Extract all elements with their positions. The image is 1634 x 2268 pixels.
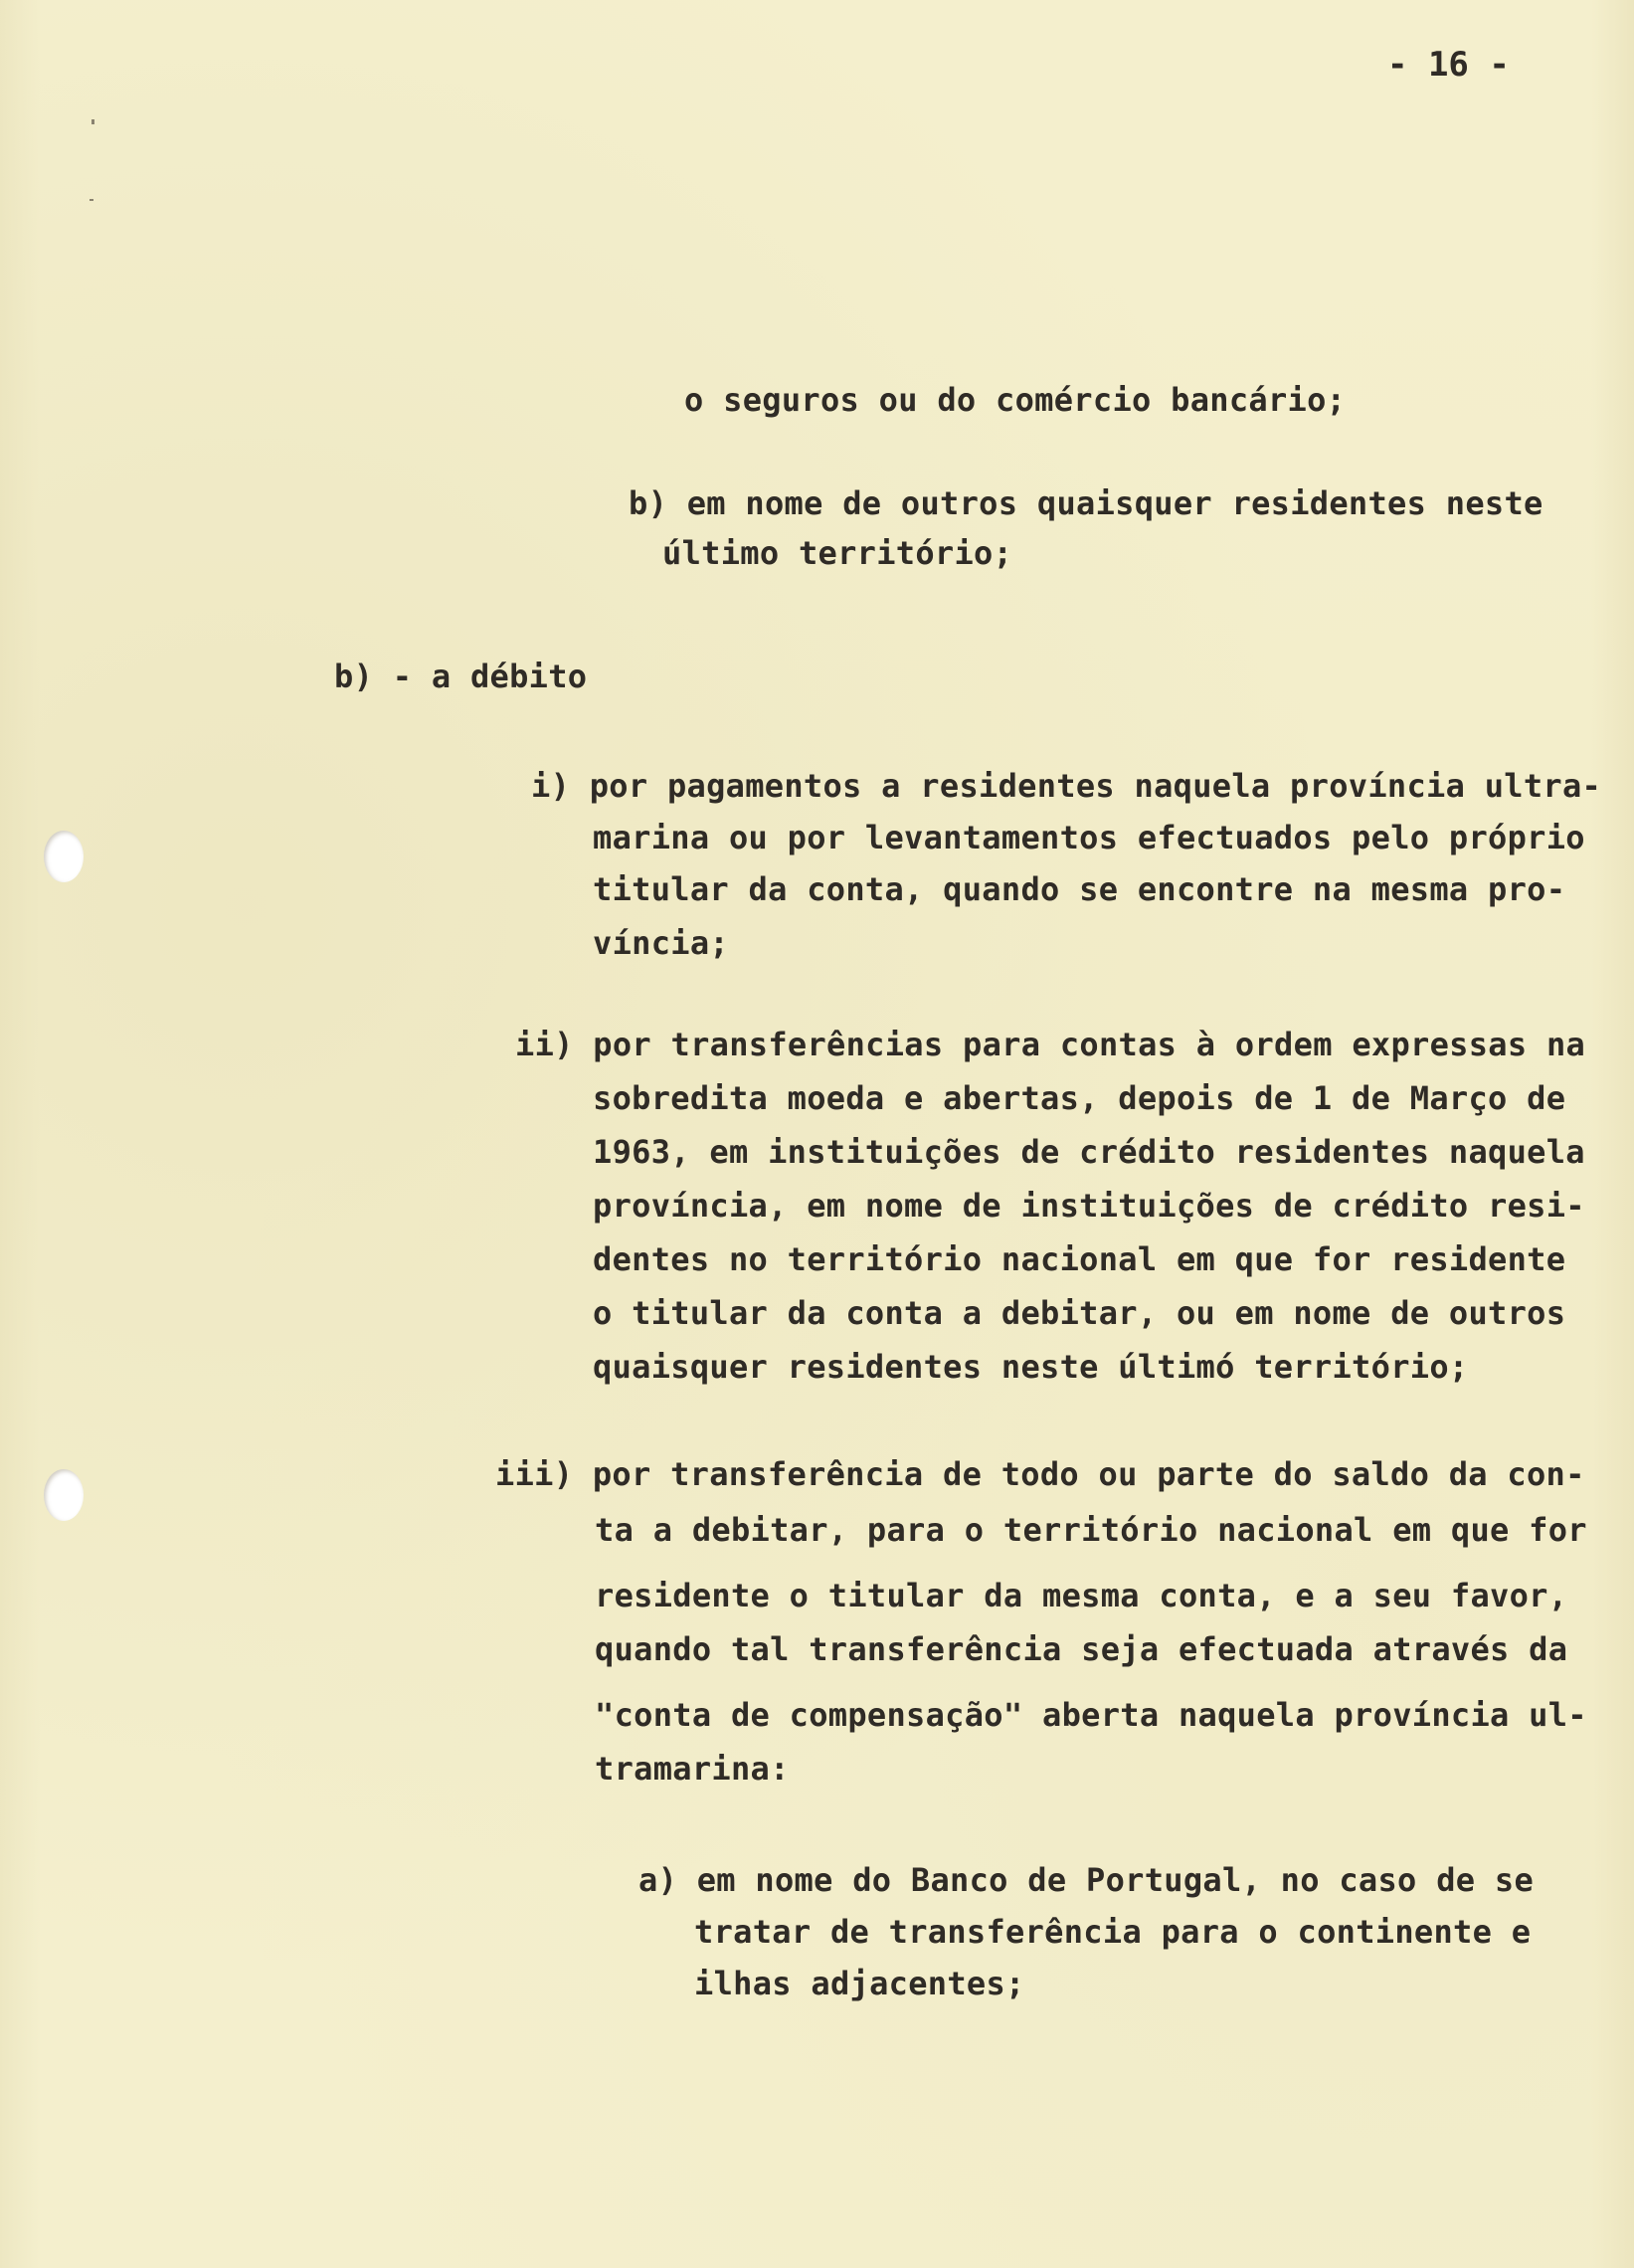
text-line: ta a debitar, para o território nacional em que for xyxy=(595,1511,1587,1549)
text-line: último território; xyxy=(662,534,1013,572)
text-line: dentes no território nacional em que for residente xyxy=(593,1240,1566,1278)
text-line: iii) por transferência de todo ou parte do saldo da con- xyxy=(495,1455,1585,1493)
paper-speck xyxy=(90,199,93,201)
text-line: o seguros ou do comércio bancário; xyxy=(684,381,1347,419)
text-line: tratar de transferência para o continente e xyxy=(694,1913,1532,1951)
text-line: tramarina: xyxy=(595,1750,790,1788)
text-line: ilhas adjacentes; xyxy=(694,1965,1025,2002)
punch-hole-bottom xyxy=(44,1469,84,1521)
text-line: 1963, em instituições de crédito residentes naquela xyxy=(593,1133,1585,1171)
page-number: - 16 - xyxy=(1387,45,1510,85)
text-line: o titular da conta a debitar, ou em nome de outros xyxy=(593,1294,1566,1332)
text-line: quando tal transferência seja efectuada através da xyxy=(595,1630,1568,1668)
text-line: marina ou por levantamentos efectuados pelo próprio xyxy=(593,819,1585,856)
text-line: província, em nome de instituições de crédito resi- xyxy=(593,1187,1585,1225)
paper-speck xyxy=(91,119,94,124)
punch-hole-top xyxy=(44,831,84,882)
text-line: quaisquer residentes neste últimó território; xyxy=(593,1348,1469,1386)
text-line: sobredita moeda e abertas, depois de 1 de Março de xyxy=(593,1079,1566,1117)
text-line: residente o titular da mesma conta, e a seu favor, xyxy=(595,1577,1568,1614)
text-line: "conta de compensação" aberta naquela província ul- xyxy=(595,1696,1587,1734)
text-line: b) em nome de outros quaisquer residentes neste xyxy=(629,484,1543,522)
text-line: ii) por transferências para contas à ordem expressas na xyxy=(515,1026,1586,1063)
text-line: a) em nome do Banco de Portugal, no caso de se xyxy=(638,1861,1535,1899)
text-line: i) por pagamentos a residentes naquela província ultra- xyxy=(531,767,1602,805)
text-line: víncia; xyxy=(593,924,729,962)
section-heading: b) - a débito xyxy=(334,658,588,695)
text-line: titular da conta, quando se encontre na mesma pro- xyxy=(593,870,1566,908)
